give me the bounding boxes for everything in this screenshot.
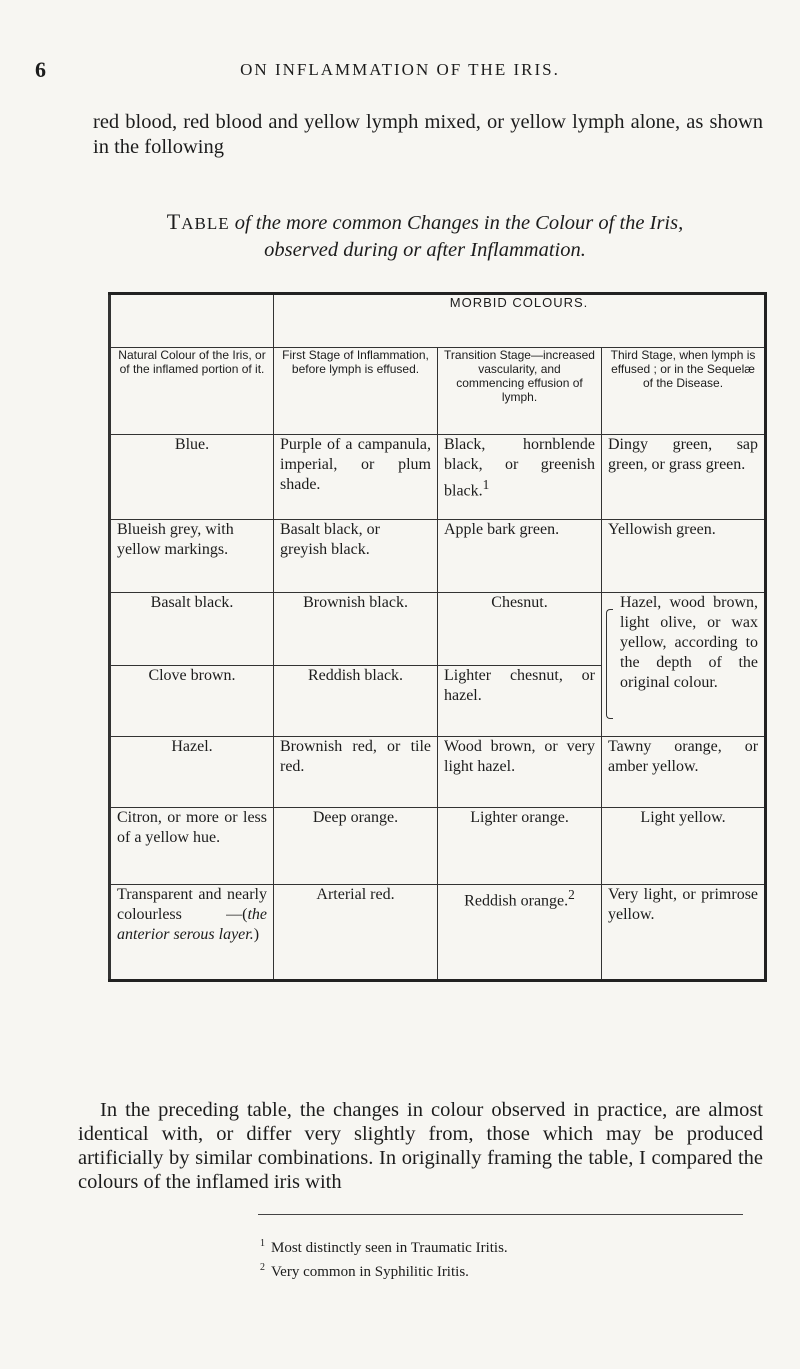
morbid-colours-header: MORBID COLOURS. (274, 294, 766, 348)
footnote-mark: 2 (568, 887, 575, 902)
footnote: $^2$ Very common in Syphilitic Iritis. (260, 1262, 469, 1280)
table-cell: Wood brown, or very light hazel. (438, 737, 602, 808)
table-cell: Lighter orange. (438, 808, 602, 885)
curly-bracket (606, 609, 613, 719)
table-cell: Dingy green, sap green, or grass green. (602, 435, 766, 520)
table-cell: Deep orange. (274, 808, 438, 885)
table-cell: Chesnut. (438, 593, 602, 666)
table-cell: Brownish black. (274, 593, 438, 666)
table-caption (80, 209, 770, 263)
table-cell: Brownish red, or tile red. (274, 737, 438, 808)
table-cell: Transparent and nearly colourless —(the anterior serous layer.) (110, 885, 274, 981)
table-cell: Blueish grey, with yellow markings. (110, 520, 274, 593)
table-cell: Citron, or more or less of a yellow hue. (110, 808, 274, 885)
page-number: 6 (35, 57, 46, 82)
footnote-divider (258, 1214, 743, 1215)
table-cell: Blue. (110, 435, 274, 520)
column-header-natural: Natural Colour of the Iris, or of the inflamed portion of it. (110, 348, 274, 435)
table-cell: Purple of a campanula, imperial, or plum shade. (274, 435, 438, 520)
iris-colour-table (108, 292, 767, 982)
table-cell: Black, hornblende black, or greenish black.$^1$ (438, 435, 602, 520)
footnote: $^1$ Most distinctly seen in Traumatic Iritis. (260, 1238, 508, 1256)
table-row (110, 885, 766, 981)
table-cell: Reddish orange.$^2$ (438, 885, 602, 981)
footnotes (260, 1234, 508, 1282)
body-paragraph: In the preceding table, the changes in colour observed in practice, are almost identical with, or differ very slightly from, those which may be produced artificially by similar combinations. In originally framing the table, I compared the colours of the inflamed iris with (78, 1099, 763, 1193)
table-cell: Yellowish green. (602, 520, 766, 593)
table-cell: Arterial red. (274, 885, 438, 981)
table-cell: Very light, or primrose yellow. (602, 885, 766, 981)
table-cell-merged: Hazel, wood brown, light olive, or wax yellow, according to the depth of the original colour. (602, 593, 766, 737)
column-header-transition: Transition Stage—increased vascularity, and commencing effusion of lymph. (438, 348, 602, 435)
column-header-third-stage: Third Stage, when lymph is effused ; or in the Sequelæ of the Disease. (602, 348, 766, 435)
intro-paragraph: red blood, red blood and yellow lymph mixed, or yellow lymph alone, as shown in the following (93, 111, 763, 158)
table-cell: Lighter chesnut, or hazel. (438, 666, 602, 737)
table-cell: Hazel. (110, 737, 274, 808)
table-cell: Basalt black. (110, 593, 274, 666)
table-cell: Reddish black. (274, 666, 438, 737)
running-head: ON INFLAMMATION OF THE IRIS. (240, 60, 560, 79)
table-row (110, 593, 766, 666)
italic-note: the anterior serous layer. (117, 906, 267, 943)
caption-title-line-2: observed during or after Inflammation. (264, 239, 586, 261)
table-row (110, 808, 766, 885)
footnote-mark: 1 (482, 477, 490, 492)
caption-table-word: TABLE (166, 209, 230, 234)
caption-title-line-1: of the more common Changes in the Colour of the Iris, (234, 212, 684, 234)
table-row (110, 520, 766, 593)
table-cell: Basalt black, or greyish black. (274, 520, 438, 593)
table-cell: Light yellow. (602, 808, 766, 885)
table-row (110, 737, 766, 808)
table-cell: Clove brown. (110, 666, 274, 737)
table-row (110, 435, 766, 520)
table-corner-cell (110, 294, 274, 348)
table-cell: Tawny orange, or amber yellow. (602, 737, 766, 808)
column-header-first-stage: First Stage of Inflammation, before lymph is effused. (274, 348, 438, 435)
table-cell: Apple bark green. (438, 520, 602, 593)
